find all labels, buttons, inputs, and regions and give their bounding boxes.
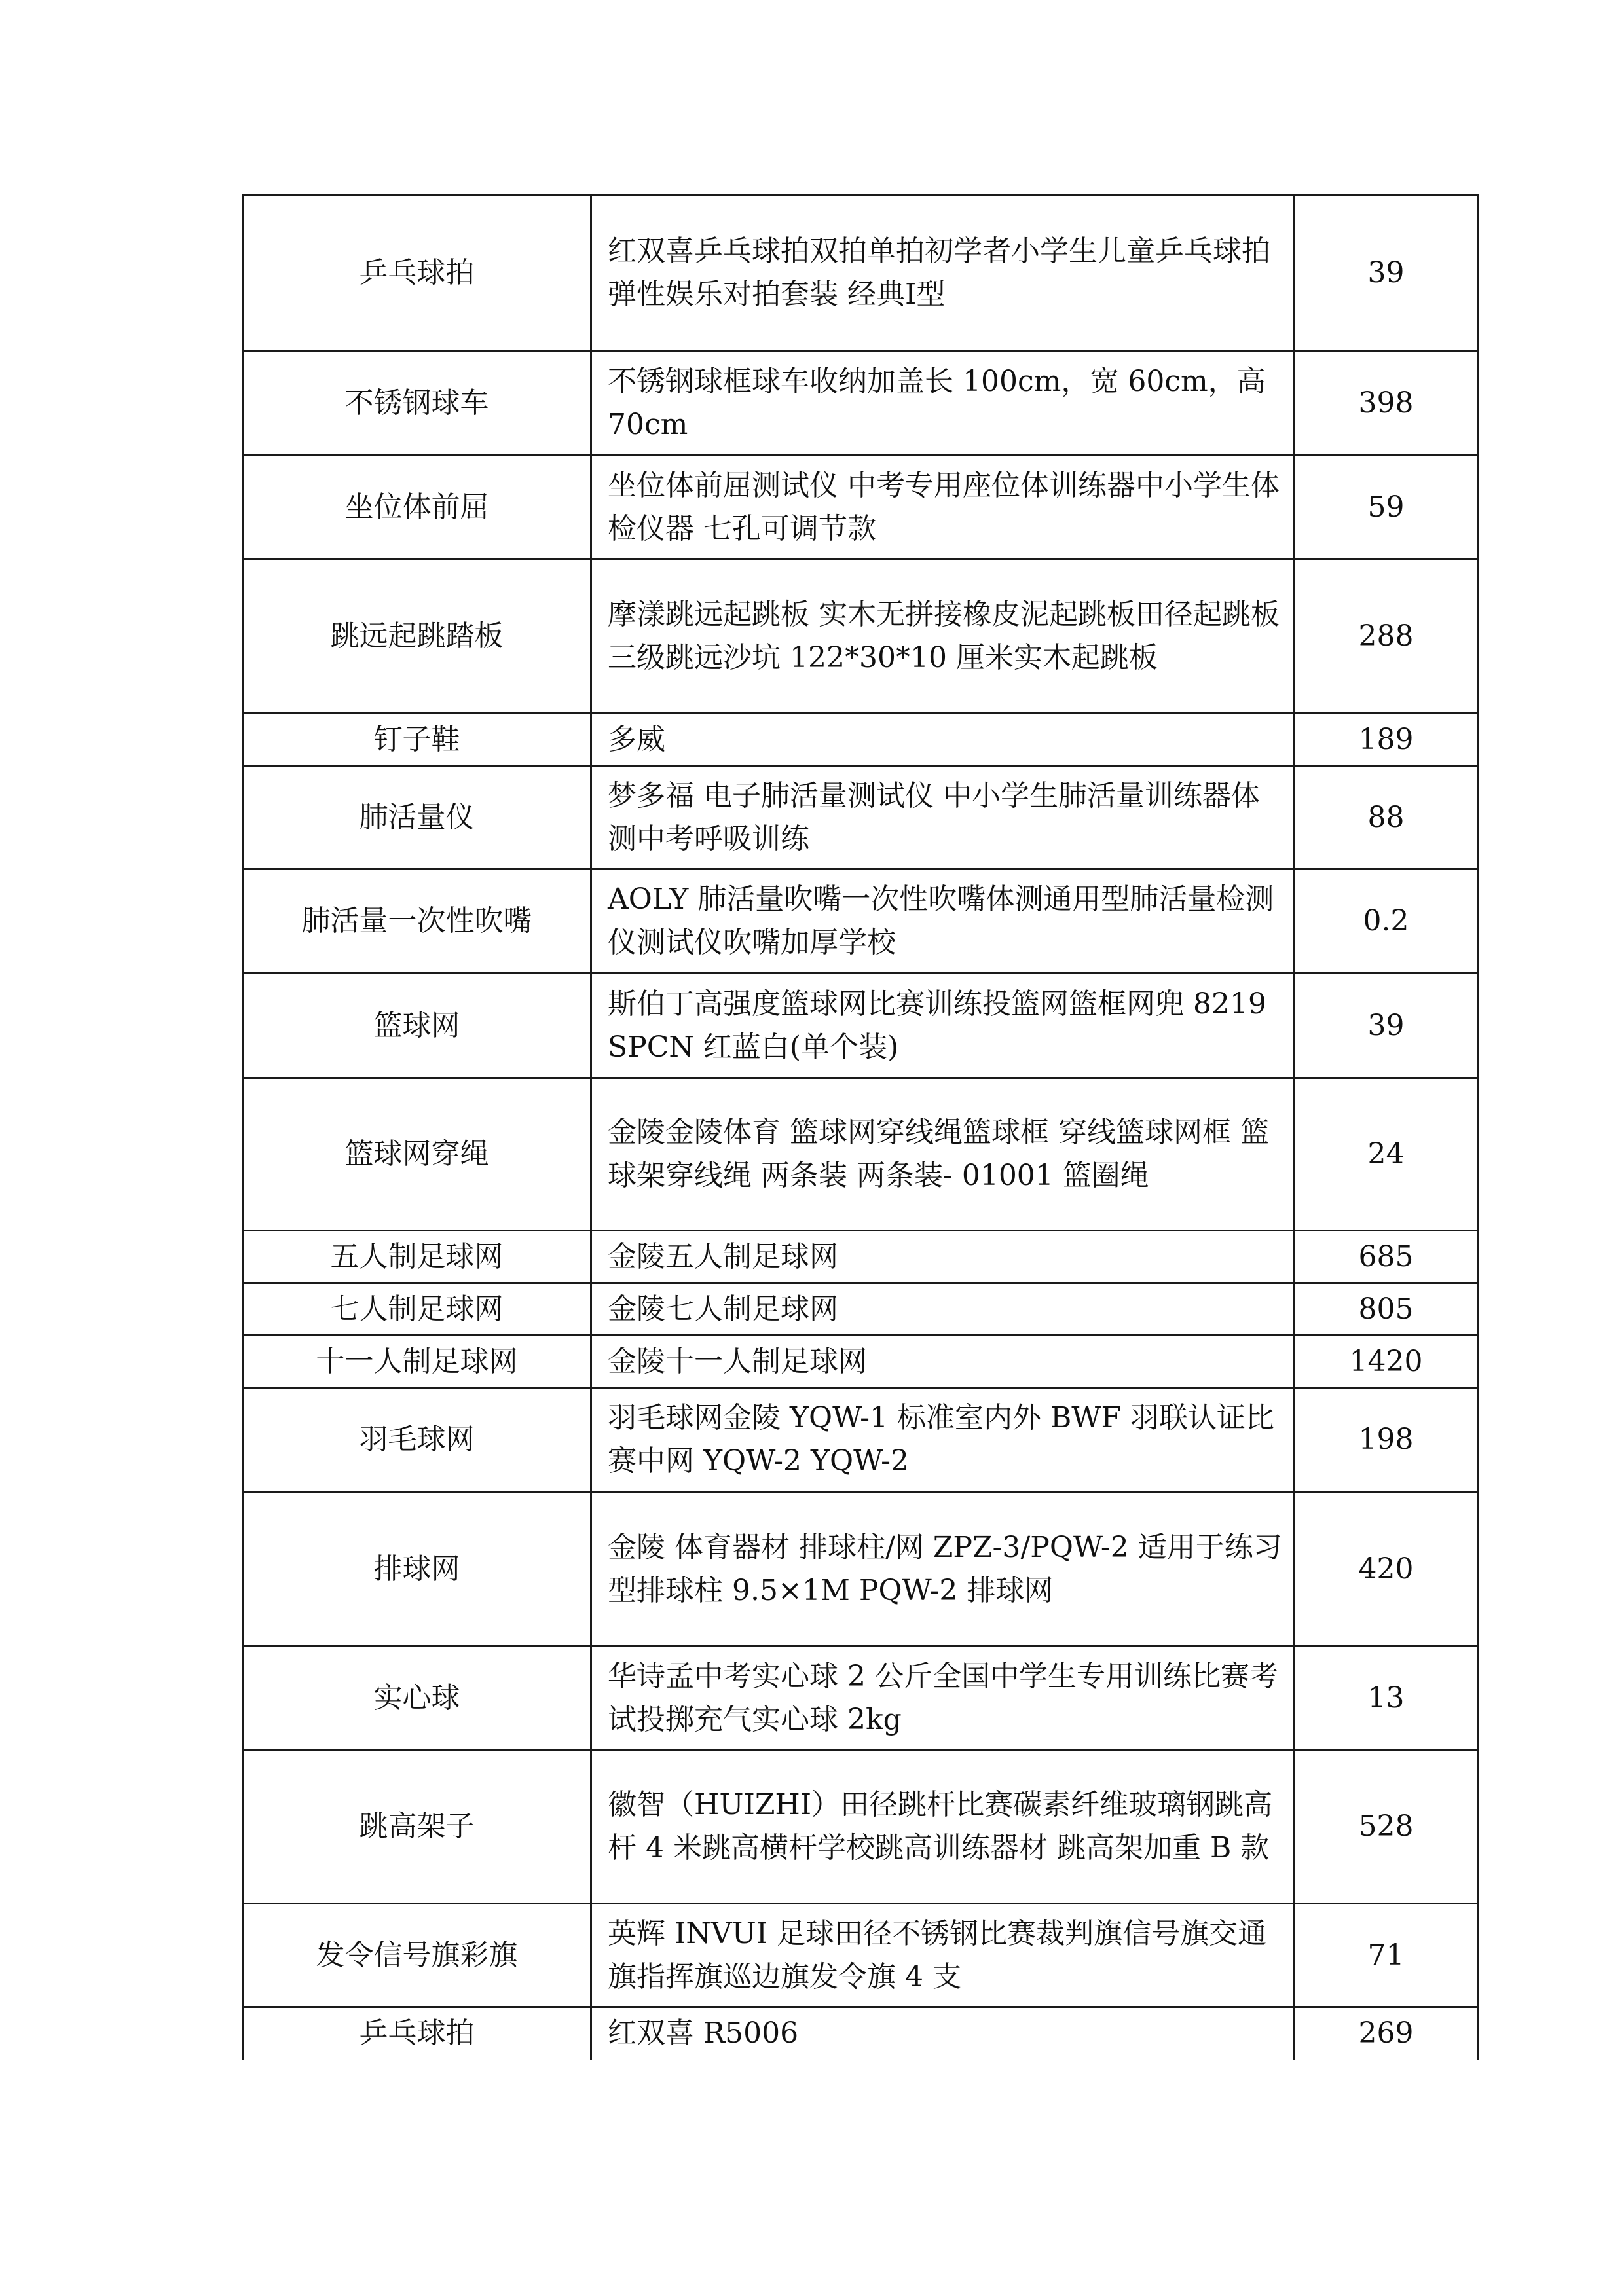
- item-price-cell: 685: [1295, 1231, 1478, 1283]
- item-name-cell: 篮球网: [243, 974, 591, 1078]
- item-name-cell: 肺活量一次性吹嘴: [243, 869, 591, 974]
- item-price-cell: 88: [1295, 766, 1478, 869]
- item-description-cell: 金陵七人制足球网: [591, 1283, 1295, 1336]
- item-price-cell: 59: [1295, 456, 1478, 559]
- item-price-cell: 39: [1295, 974, 1478, 1078]
- table-row: [243, 456, 1478, 559]
- item-price-cell: 39: [1295, 195, 1478, 352]
- item-description-cell: 红双喜乒乓球拍双拍单拍初学者小学生儿童乒乓球拍弹性娱乐对拍套装 经典Ⅰ型: [591, 195, 1295, 352]
- item-description-cell: 不锈钢球框球车收纳加盖长 100cm，宽 60cm，高 70cm: [591, 352, 1295, 456]
- table-row: [243, 1388, 1478, 1492]
- equipment-price-table: [242, 194, 1479, 2060]
- item-name-cell: 五人制足球网: [243, 1231, 591, 1283]
- table-row: [243, 1904, 1478, 2007]
- item-description-cell: 羽毛球网金陵 YQW-1 标准室内外 BWF 羽联认证比赛中网 YQW-2 YQW-2: [591, 1388, 1295, 1492]
- item-price-cell: 1420: [1295, 1336, 1478, 1388]
- item-description-cell: 英辉 INVUI 足球田径不锈钢比赛裁判旗信号旗交通旗指挥旗巡边旗发令旗 4 支: [591, 1904, 1295, 2007]
- table-row: [243, 352, 1478, 456]
- item-description-cell: 摩漾跳远起跳板 实木无拼接橡皮泥起跳板田径起跳板三级跳远沙坑 122*30*10 厘米实木起跳板: [591, 559, 1295, 714]
- item-name-cell: 乒乓球拍: [243, 2007, 591, 2060]
- item-name-cell: 七人制足球网: [243, 1283, 591, 1336]
- table-row: [243, 714, 1478, 766]
- item-description-cell: 金陵十一人制足球网: [591, 1336, 1295, 1388]
- table-row: [243, 1078, 1478, 1231]
- table-row: [243, 195, 1478, 352]
- table-row: [243, 869, 1478, 974]
- item-price-cell: 0.2: [1295, 869, 1478, 974]
- item-name-cell: 实心球: [243, 1647, 591, 1750]
- table-row: [243, 1492, 1478, 1647]
- item-price-cell: 805: [1295, 1283, 1478, 1336]
- item-price-cell: 528: [1295, 1750, 1478, 1904]
- item-name-cell: 跳高架子: [243, 1750, 591, 1904]
- item-name-cell: 跳远起跳踏板: [243, 559, 591, 714]
- item-name-cell: 乒乓球拍: [243, 195, 591, 352]
- item-description-cell: 坐位体前屈测试仪 中考专用座位体训练器中小学生体检仪器 七孔可调节款: [591, 456, 1295, 559]
- item-name-cell: 钉子鞋: [243, 714, 591, 766]
- item-description-cell: 金陵五人制足球网: [591, 1231, 1295, 1283]
- table-row: [243, 559, 1478, 714]
- item-name-cell: 发令信号旗彩旗: [243, 1904, 591, 2007]
- item-price-cell: 24: [1295, 1078, 1478, 1231]
- item-description-cell: AOLY 肺活量吹嘴一次性吹嘴体测通用型肺活量检测仪测试仪吹嘴加厚学校: [591, 869, 1295, 974]
- item-description-cell: 多威: [591, 714, 1295, 766]
- item-description-cell: 金陵 体育器材 排球柱/网 ZPZ-3/PQW-2 适用于练习型排球柱 9.5×1M PQW-2 排球网: [591, 1492, 1295, 1647]
- item-name-cell: 十一人制足球网: [243, 1336, 591, 1388]
- item-name-cell: 坐位体前屈: [243, 456, 591, 559]
- item-price-cell: 13: [1295, 1647, 1478, 1750]
- item-description-cell: 华诗孟中考实心球 2 公斤全国中学生专用训练比赛考试投掷充气实心球 2kg: [591, 1647, 1295, 1750]
- table-row: [243, 1336, 1478, 1388]
- table-row: [243, 1647, 1478, 1750]
- table-row: [243, 2007, 1478, 2060]
- item-price-cell: 420: [1295, 1492, 1478, 1647]
- item-price-cell: 398: [1295, 352, 1478, 456]
- item-name-cell: 篮球网穿绳: [243, 1078, 591, 1231]
- item-name-cell: 羽毛球网: [243, 1388, 591, 1492]
- item-price-cell: 189: [1295, 714, 1478, 766]
- table-row: [243, 1231, 1478, 1283]
- item-price-cell: 71: [1295, 1904, 1478, 2007]
- table-row: [243, 766, 1478, 869]
- table-row: [243, 974, 1478, 1078]
- table-row: [243, 1750, 1478, 1904]
- item-description-cell: 梦多福 电子肺活量测试仪 中小学生肺活量训练器体测中考呼吸训练: [591, 766, 1295, 869]
- item-name-cell: 排球网: [243, 1492, 591, 1647]
- table-row: [243, 1283, 1478, 1336]
- item-description-cell: 金陵金陵体育 篮球网穿线绳篮球框 穿线篮球网框 篮球架穿线绳 两条装 两条装- 01001 篮圈绳: [591, 1078, 1295, 1231]
- item-name-cell: 肺活量仪: [243, 766, 591, 869]
- item-price-cell: 198: [1295, 1388, 1478, 1492]
- item-description-cell: 红双喜 R5006: [591, 2007, 1295, 2060]
- item-description-cell: 斯伯丁高强度篮球网比赛训练投篮网篮框网兜 8219SPCN 红蓝白(单个装): [591, 974, 1295, 1078]
- item-description-cell: 徽智（HUIZHI）田径跳杆比赛碳素纤维玻璃钢跳高杆 4 米跳高横杆学校跳高训练器材 跳高架加重 B 款: [591, 1750, 1295, 1904]
- item-price-cell: 269: [1295, 2007, 1478, 2060]
- item-price-cell: 288: [1295, 559, 1478, 714]
- item-name-cell: 不锈钢球车: [243, 352, 591, 456]
